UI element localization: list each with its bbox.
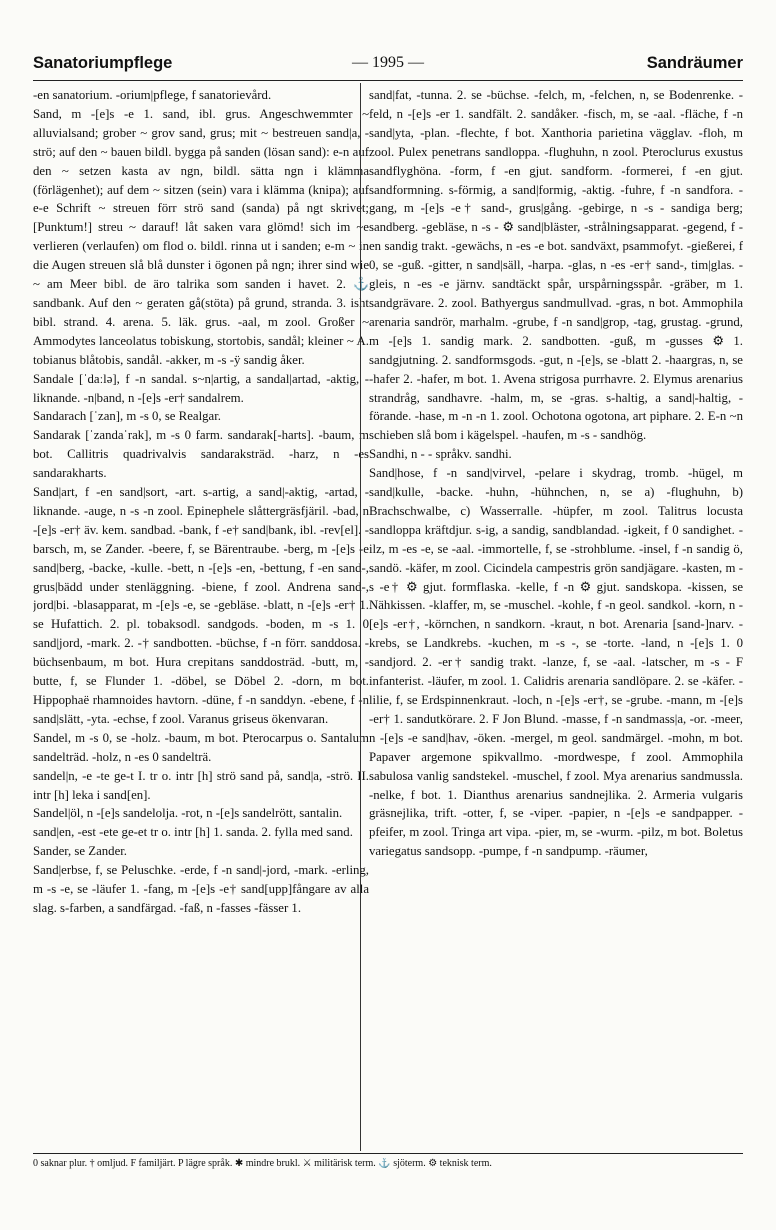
entry: -en sanatorium. -orium|pflege, f sanatorievård. — [33, 88, 272, 102]
entry: Sandel, m -s 0, se -holz. -baum, m bot. Pterocarpus o. Santalum sandelträd. -holz, n -es 0 sandelträ. — [33, 730, 369, 764]
abbreviation-legend: 0 saknar plur. † omljud. F familjärt. P lägre språk. ✱ mindre brukl. ⚔ militärisk term. ⚓ sjöterm. ⚙ teknisk term. — [33, 1158, 492, 1169]
entry: Sander, se Zander. — [33, 844, 128, 859]
entry: Sand|erbse, f, se Peluschke. -erde, f -n sand|-jord, -mark. -erling, m -s -e, se -läufer 1. -fang, m -[e]s -e† sand[upp]fångare av alla slag. s-farben, a sandfärgad. -faß, n -fasses -fässer 1. — [33, 863, 369, 915]
header-right-guideword: Sandräumer — [646, 54, 743, 72]
header-rule — [33, 80, 743, 81]
page-number: — 1995 — — [352, 54, 424, 71]
page-header — [33, 50, 743, 80]
entry: sand|fat, -tunna. 2. se -büchse. -felch, m, -felchen, n, se Bodenrenke. -feld, n -[e]s -er 1. sandfält. 2. sandåker. -fisch, m, se -aal. -fläche, f -n sand|yta, -plan. -flechte, f bot. Xanthoria parietina vägglav. -floh, m zool. Pulex penetrans sandloppa. -flughuhn, n zool. Pteroclurus exustus sandflyghöna. -form, f -en gjut. sandform. -formerei, f -en gjut. sandformning. s-förmig, a sand|formig, -aktig. -fuhre, f -n sandfora. -gang, m -[e]s -e† sand-, grus|gång. -gebirge, n -s - sandiga berg; sandberg. -gebläse, n -s - ⚙ sand|bläster, -strålningsapparat. -gegend, f -en sandig trakt. -gewächs, n -es -e bot. sandväxt, psammofyt. -gießerei, f 0, se -guß. -gitter, n sand|säll, -harpa. -glas, n -es -er† sand-, tim|glas. -gleis, n -es -e järnv. sandtäckt spår, urspårningsspår. -gräber, m 1. sandgrävare. 2. zool. Bathyergus sandmullvad. -gras, n bot. Ammophila arenaria sandrör, marhalm. -grube, f -n sand|grop, -tag, grustag. -grund, m -[e]s 1. sandig mark. 2. sandbotten. -guß, m -gusses ⚙ 1. sandgjutning. 2. sandformsgods. -gut, n -[e]s, se -blatt 2. -haargras, n, se -hafer 2. -hafer, m bot. 1. Avena strigosa purrhavre. 2. Elymus arenarius strandråg, sandhavre. -halm, m, se -gras. s-haltig, a sand|-haltig, -förande. -hase, m -n -n 1. zool. Ochotona ogotona, art piphare. 2. E-n ~n schieben slå bom i kägelspel. -haufen, m -s - sandhög. — [369, 88, 743, 443]
entry: Sandhi, n - - språkv. sandhi. — [369, 447, 512, 462]
right-column — [369, 86, 743, 1150]
column-divider — [360, 83, 361, 1151]
entry: Sand, m -[e]s -e 1. sand, ibl. grus. Angeschwemmter ~ alluvialsand; grober ~ grov sand, grus; mit ~ bestreuen sand|a, -strö; auf den ~ bauen bildl. bygga på sanden (lösan sand): e-n auf den ~ setzen kasta av ngn, bildl. sätta ngn i klämma (förlägenhet); auf dem ~ sitzen (sein) vara i klämma (knipa); auf e-e Schrift ~ streuen förr strö sand (sanda) på ngt skrivet; [Punktum!] streu ~ darauf! låt saken vara glömd! sich im ~e verlieren (verlaufen) om flod o. bildl. rinna ut i sanden; e-m ~ in die Augen streuen slå blå dunster i ögonen på ngn; ihrer sind wie ~ am Meer bibl. de äro talrika som sanden i havet. 2. ⚓ sandbank. Auf den ~ geraten gå(stöta) på grund, stranda. 3. isht bibl. strand. 4. arena. 5. läk. grus. -aal, m zool. Großer ~ Ammodytes lanceolatus tobiskung, stortobis, sandål; kleiner ~ A. tobianus blåtobis, sandål. -akker, m -s -ÿ sandig åker. — [33, 106, 369, 367]
footer-rule — [33, 1153, 743, 1154]
entry: Sand|hose, f -n sand|virvel, -pelare i skydrag, tromb. -hügel, m sand|kulle, -backe. -huhn, -hühnchen, n, se a) -flughuhn, b) Brachschwalbe, c) Wasserralle. -hüpfer, m zool. Talitrus locusta sandloppa kräftdjur. s-ig, a sandig, sandblandad. -igkeit, f 0 sandighet. -ilz, m -es -e, se -aal. -immortelle, f, se -strohblume. -insel, f -n sandig ö, sandö. -käfer, m zool. Cicindela campestris grön sandjägare. -kasten, m -s -e† ⚙ gjut. formflaska. -kelle, f -n ⚙ gjut. sandskopa. -kissen, se Nähkissen. -klaffer, m, se -muschel. -kohle, f -n geol. sandkol. -korn, n -[e]s -er†, -körnchen, n sandkorn. -kraut, n bot. Arenaria [sand-]narv. -krebs, se Landkrebs. -kuchen, m -s -, se -torte. -land, n -[e]s 1. 0 sandjord. 2. -er† sandig trakt. -lanze, f, se -aal. -latscher, m -s - F infanterist. -läufer, m zool. 1. Calidris arenaria sandlöpare. 2. se -käfer. -lilie, f, se Erdspinnenkraut. -loch, n -[e]s -er†, se -grube. -mann, m -[e]s -er† 1. sandutkörare. 2. F Jon Blund. -masse, f -n sandmass|a, -or. -meer, n -[e]s -e sand|hav, -öken. -mergel, m geol. sandmärgel. -mohn, m bot. Papaver argemone spikvallmo. -mordwespe, f zool. Ammophila sabulosa vanlig sandstekel. -muschel, f zool. Mya arenarius sandmussla. -nelke, f bot. 1. Dianthus arenarius sandnejlika. 2. Armeria vulgaris gräsnejlika, trift. -otter, f, se -viper. -papier, n -[e]s -e sandpapper. -pfeifer, m zool. Tringa art vipa. -pier, m, se -wurm. -pilz, m bot. Boletus variegatus sandsopp. -pumpe, f -n sandpump. -räumer, — [369, 466, 743, 859]
left-column — [33, 86, 369, 1150]
entry: Sandale [ˈdaːlə], f -n sandal. s~n|artig, a sandal|artad, -aktig, -liknande. -n|band, n -[e]s -er† sandalrem. — [33, 371, 369, 405]
entry: Sandel|öl, n -[e]s sandelolja. -rot, n -[e]s sandelrött, santalin. — [33, 806, 343, 821]
entry: sandel|n, -e -te ge-t I. tr o. intr [h] strö sand på, sand|a, -strö. II. intr [h] leka i sand[en]. — [33, 768, 369, 802]
entry: Sandarak [ˈzandaˈrak], m -s 0 farm. sandarak[-harts]. -baum, m bot. Callitris quadrivalvis sandaraksträd. -harz, n -es sandarakharts. — [33, 428, 369, 481]
header-left-guideword: Sanatoriumpflege — [33, 54, 173, 72]
entry: sand|en, -est -ete ge-et tr o. intr [h] 1. sanda. 2. fylla med sand. — [33, 825, 353, 840]
entry: Sandarach [ˈzan], m -s 0, se Realgar. — [33, 409, 221, 424]
entry: Sand|art, f -en sand|sort, -art. s-artig, a sand|-aktig, -artad, -liknande. -auge, n -s -n zool. Epinephele slåttergräsfjäril. -bad, n -[e]s -er† äv. kem. sandbad. -bank, f -e† sand|bank, ibl. -rev[el]. -barsch, m, se Zander. -beere, f, se Bärentraube. -berg, m -[e]s -e sand|berg, -backe, -kulle. -bett, n -[e]s -en, -bettung, f -en sand-, grus|bädd under stenläggning. -biene, f zool. Andrena sand-, jord|bi. -blasapparat, m -[e]s -e, se -gebläse. -blatt, n -[e]s -er† 1. se Hufattich. 2. pl. tobaksodl. sandgods. -boden, m -s 1. 0 sand|jord, -mark. 2. -† sandbotten. -büchse, f -n förr. sanddosa. -büchsenbaum, m bot. Hura crepitans sanddosträd. -butt, m, -butte, f, se Flunder 1. -döbel, se Döbel 2. -dorn, m bot. Hippophaë rhamnoides havtorn. -düne, f -n sanddyn. -ebene, f -n sand|slätt, -yta. -echse, f zool. Varanus griseus ökenvaran. — [33, 485, 369, 726]
